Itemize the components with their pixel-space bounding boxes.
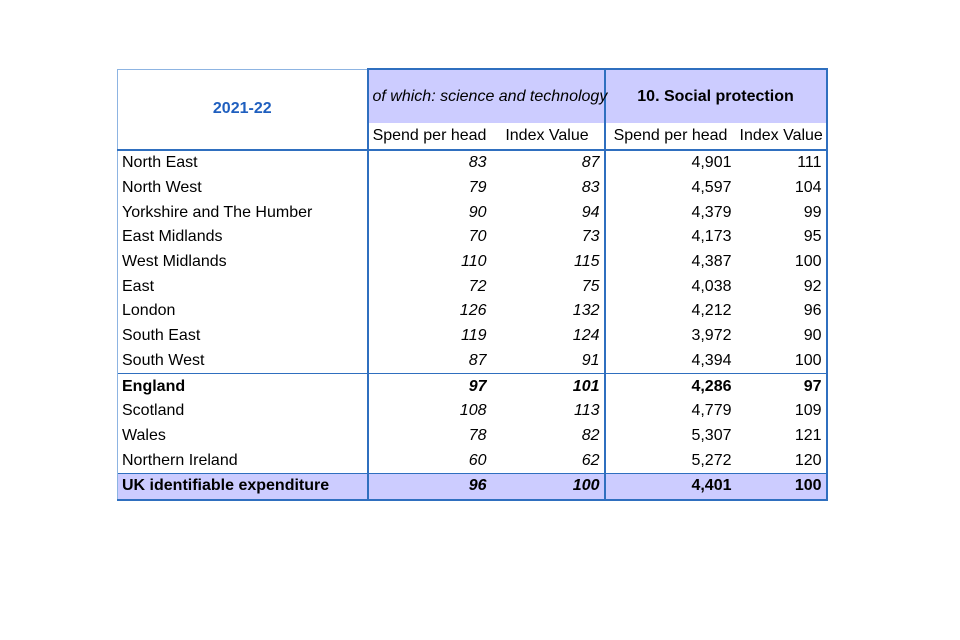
st-spend-per-head: 60	[468, 451, 487, 469]
sp-index-value: 100	[736, 349, 827, 374]
subheader-sp-spend: Spend per head	[605, 123, 736, 150]
sp-index-value: 109	[736, 399, 827, 424]
table-row	[118, 250, 827, 275]
sp-index-value: 96	[736, 299, 827, 324]
st-index-value: 115	[491, 250, 605, 275]
expenditure-table-container	[117, 68, 826, 495]
region-name: East Midlands	[118, 225, 368, 250]
region-name: Wales	[118, 424, 368, 449]
sp-spend-per-head: 4,038	[691, 277, 732, 295]
region-name: England	[118, 374, 368, 399]
sp-spend-per-head: 5,307	[691, 426, 732, 444]
st-spend-per-head: 78	[468, 426, 487, 444]
st-index-value: 94	[491, 200, 605, 225]
st-spend-per-head: 126	[459, 302, 487, 320]
table-row	[118, 150, 827, 176]
st-spend-per-head: 96	[368, 473, 491, 499]
sp-index-value: 100	[736, 473, 827, 499]
group-header-row	[118, 69, 827, 123]
st-index-value: 91	[491, 349, 605, 374]
group-social-protection-title: 10. Social protection	[605, 69, 827, 123]
sp-index-value: 95	[736, 225, 827, 250]
sp-spend-per-head: 4,286	[605, 374, 736, 399]
st-spend-per-head: 110	[460, 253, 487, 271]
st-index-value: 101	[491, 374, 605, 399]
region-name: North West	[118, 176, 368, 201]
st-spend-per-head: 83	[468, 154, 487, 172]
region-name: Scotland	[118, 399, 368, 424]
region-name: London	[118, 299, 368, 324]
sp-spend-per-head: 4,173	[691, 228, 732, 246]
sp-spend-per-head: 4,387	[691, 253, 732, 271]
sp-spend-per-head: 4,779	[691, 402, 732, 420]
region-name: South West	[118, 349, 368, 374]
sp-spend-per-head: 5,272	[691, 451, 732, 469]
table-row	[118, 299, 827, 324]
st-index-value: 62	[491, 448, 605, 473]
region-name: UK identifiable expenditure	[118, 473, 368, 499]
sp-spend-per-head: 4,212	[691, 302, 732, 320]
sp-index-value: 97	[736, 374, 827, 399]
table-row	[118, 176, 827, 201]
sp-spend-per-head: 4,901	[691, 154, 732, 172]
region-name: West Midlands	[118, 250, 368, 275]
sp-spend-per-head: 3,972	[691, 327, 732, 345]
sp-spend-per-head: 4,597	[691, 179, 732, 197]
st-spend-per-head: 119	[460, 327, 487, 345]
sp-spend-per-head: 4,379	[691, 203, 732, 221]
st-index-value: 100	[491, 473, 605, 499]
st-spend-per-head: 108	[459, 402, 487, 420]
st-index-value: 113	[491, 399, 605, 424]
table-row	[118, 225, 827, 250]
subheader-sp-index: Index Value	[736, 123, 827, 150]
table-body	[118, 150, 827, 500]
table-row	[118, 324, 827, 349]
st-index-value: 124	[491, 324, 605, 349]
table-row	[118, 274, 827, 299]
st-index-value: 75	[491, 274, 605, 299]
region-name: Northern Ireland	[118, 448, 368, 473]
sp-index-value: 120	[736, 448, 827, 473]
sp-index-value: 111	[736, 150, 827, 176]
st-index-value: 87	[491, 150, 605, 176]
st-spend-per-head: 87	[468, 351, 487, 369]
table-row	[118, 399, 827, 424]
st-spend-per-head: 97	[368, 374, 491, 399]
region-name: Yorkshire and The Humber	[118, 200, 368, 225]
st-index-value: 83	[491, 176, 605, 201]
expenditure-table	[117, 68, 828, 501]
sp-spend-per-head: 4,394	[691, 351, 732, 369]
sp-spend-per-head: 4,401	[605, 473, 736, 499]
st-index-value: 132	[491, 299, 605, 324]
sp-index-value: 100	[736, 250, 827, 275]
st-spend-per-head: 70	[468, 228, 487, 246]
subheader-st-spend: Spend per head	[368, 123, 491, 150]
table-row	[118, 374, 827, 399]
table-row	[118, 424, 827, 449]
year-label: 2021-22	[118, 69, 368, 150]
sp-index-value: 104	[736, 176, 827, 201]
sp-index-value: 121	[736, 424, 827, 449]
group-science-technology-title: of which: science and technology	[368, 69, 605, 123]
region-name: East	[118, 274, 368, 299]
st-index-value: 73	[491, 225, 605, 250]
st-index-value: 82	[491, 424, 605, 449]
st-spend-per-head: 90	[468, 203, 487, 221]
region-name: North East	[118, 150, 368, 176]
table-row	[118, 448, 827, 473]
region-name: South East	[118, 324, 368, 349]
st-spend-per-head: 72	[468, 277, 487, 295]
table-row	[118, 473, 827, 499]
st-spend-per-head: 79	[468, 179, 487, 197]
subheader-st-index: Index Value	[491, 123, 605, 150]
sp-index-value: 99	[736, 200, 827, 225]
sp-index-value: 92	[736, 274, 827, 299]
sp-index-value: 90	[736, 324, 827, 349]
table-row	[118, 349, 827, 374]
table-row	[118, 200, 827, 225]
